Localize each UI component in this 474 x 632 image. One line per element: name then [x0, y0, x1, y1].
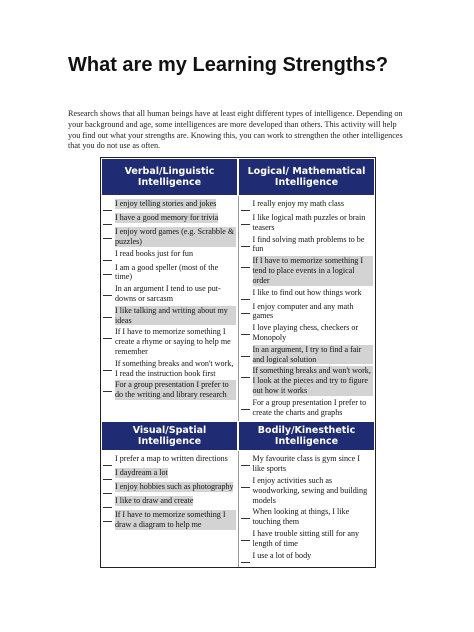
checklist-item: I enjoy telling stories and jokes: [103, 199, 236, 211]
checkbox-blank[interactable]: [103, 469, 112, 480]
checklist-item: I daydream a lot: [103, 468, 236, 480]
checkbox-blank[interactable]: [103, 328, 112, 339]
checklist-item: I have trouble sitting still for any length of time: [241, 529, 374, 549]
checkbox-blank[interactable]: [103, 483, 112, 494]
checklist-item: I like to draw and create: [103, 496, 236, 508]
checklist-item: I like to find out how things work: [241, 288, 374, 300]
checkbox-blank[interactable]: [241, 477, 250, 488]
checklist-item: For a group presentation I prefer to create the charts and graphs: [241, 398, 374, 418]
checkbox-blank[interactable]: [241, 303, 250, 314]
checkbox-blank[interactable]: [241, 236, 250, 247]
checklist-item: I like logical math puzzles or brain teasers: [241, 213, 374, 233]
checklist-item: I use a lot of body: [241, 551, 374, 563]
checkbox-blank[interactable]: [103, 250, 112, 261]
bodily-heading: Bodily/Kinesthetic Intelligence: [238, 421, 375, 451]
checkbox-blank[interactable]: [241, 530, 250, 541]
checkbox-blank[interactable]: [241, 552, 250, 563]
header-row-2: [101, 421, 375, 451]
checklist-item: I enjoy activities such as woodworking, sewing and building models: [241, 476, 374, 505]
items-row-2: [101, 451, 375, 566]
checkbox-blank[interactable]: [241, 200, 250, 211]
checklist-item: I enjoy hobbies such as photography: [103, 482, 236, 494]
checklist-item: If something breaks and won't work, I look at the pieces and try to figure out how it works: [241, 366, 374, 395]
intro-paragraph: Research shows that all human beings have at least eight different types of intelligence. Depending on your background and age, some intelligences are more developed than others. This activity will help you find out what your strengths are. Knowing this, you can work to strengthen the other intelligences that you do not use as often.: [68, 109, 403, 151]
checkbox-blank[interactable]: [103, 511, 112, 522]
checkbox-blank[interactable]: [103, 497, 112, 508]
checkbox-blank[interactable]: [241, 508, 250, 519]
checklist-item: I am a good speller (most of the time): [103, 263, 236, 283]
checklist-item: In an argument I tend to use put-downs or sarcasm: [103, 284, 236, 304]
items-row-1: [101, 196, 375, 421]
checkbox-blank[interactable]: [103, 228, 112, 239]
checkbox-blank[interactable]: [241, 367, 250, 378]
checklist-item: I like talking and writing about my ideas: [103, 306, 236, 326]
checklist-item: My favourite class is gym since I like sports: [241, 454, 374, 474]
checkbox-blank[interactable]: [103, 455, 112, 466]
checklist-item: I enjoy word games (e.g. Scrabble & puzzles): [103, 227, 236, 247]
checkbox-blank[interactable]: [103, 381, 112, 392]
logical-heading: Logical/ Mathematical Intelligence: [238, 158, 375, 196]
checklist-item: I prefer a map to written directions: [103, 454, 236, 466]
checkbox-blank[interactable]: [241, 214, 250, 225]
checkbox-blank[interactable]: [241, 346, 250, 357]
checkbox-blank[interactable]: [103, 285, 112, 296]
checkbox-blank[interactable]: [241, 399, 250, 410]
checklist-item: I love playing chess, checkers or Monopoly: [241, 323, 374, 343]
checkbox-blank[interactable]: [241, 455, 250, 466]
visual-items: [101, 451, 238, 566]
checkbox-blank[interactable]: [103, 214, 112, 225]
checklist-item: When looking at things, I like touching them: [241, 507, 374, 527]
verbal-items: [101, 196, 238, 421]
checkbox-blank[interactable]: [241, 257, 250, 268]
checkbox-blank[interactable]: [103, 264, 112, 275]
intelligence-table: [100, 157, 376, 568]
checklist-item: If I have to memorize something I tend to place events in a logical order: [241, 256, 374, 285]
page-title: What are my Learning Strengths?: [68, 54, 389, 76]
checkbox-blank[interactable]: [103, 360, 112, 371]
checkbox-blank[interactable]: [241, 289, 250, 300]
checklist-item: I enjoy computer and any math games: [241, 302, 374, 322]
checklist-item: If something breaks and won't work, I read the instruction book first: [103, 359, 236, 379]
checklist-item: In an argument, I try to find a fair and logical solution: [241, 345, 374, 365]
bodily-items: [238, 451, 376, 566]
checkbox-blank[interactable]: [103, 200, 112, 211]
visual-heading: Visual/Spatial Intelligence: [101, 421, 238, 451]
checklist-item: If I have to memorize something I create a rhyme or saying to help me remember: [103, 327, 236, 356]
checklist-item: For a group presentation I prefer to do the writing and library research: [103, 380, 236, 400]
header-row-1: [101, 158, 375, 196]
checkbox-blank[interactable]: [241, 324, 250, 335]
logical-items: [238, 196, 376, 421]
checklist-item: I have a good memory for trivia: [103, 213, 236, 225]
checklist-item: I read books just for fun: [103, 249, 236, 261]
checklist-item: I really enjoy my math class: [241, 199, 374, 211]
checklist-item: I find solving math problems to be fun: [241, 235, 374, 255]
verbal-heading: Verbal/Linguistic Intelligence: [101, 158, 238, 196]
checklist-item: If I have to memorize something I draw a diagram to help me: [103, 510, 236, 530]
checkbox-blank[interactable]: [103, 307, 112, 318]
